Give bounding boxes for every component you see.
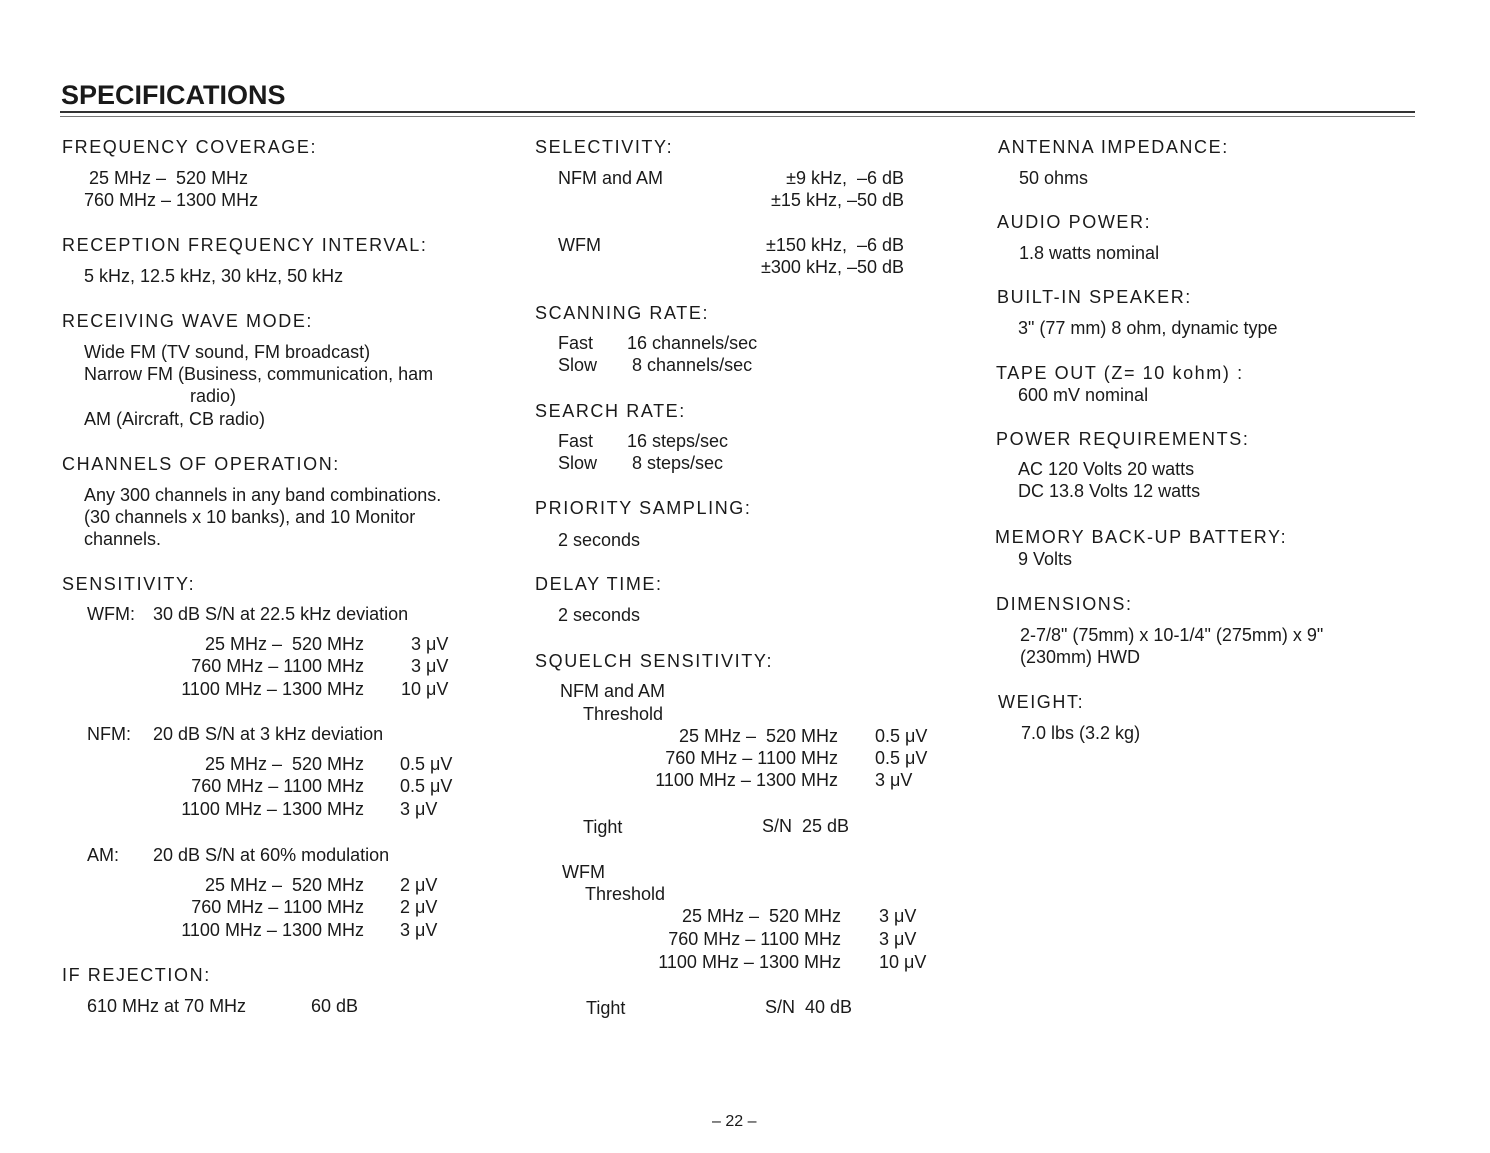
tape-out-heading: TAPE OUT (Z= 10 kohm) : [996, 363, 1244, 383]
sens-wfm-desc: 30 dB S/N at 22.5 kHz deviation [153, 604, 409, 624]
sens-am-value: 2 μV [400, 875, 438, 895]
wave-mode-line: Wide FM (TV sound, FM broadcast) [84, 342, 371, 362]
search-fast-value: 16 steps/sec [627, 431, 729, 451]
wave-mode-line: Narrow FM (Business, communication, ham [84, 364, 434, 384]
channels-line: channels. [84, 529, 162, 549]
sel-wfm-value: ±300 kHz, –50 dB [761, 257, 904, 277]
squelch-nfm-value: 3 μV [875, 770, 913, 790]
weight-heading: WEIGHT: [998, 692, 1085, 712]
dimensions-heading: DIMENSIONS: [996, 594, 1133, 614]
weight-value: 7.0 lbs (3.2 kg) [1021, 723, 1141, 743]
channels-heading: CHANNELS OF OPERATION: [62, 454, 340, 474]
channels-line: Any 300 channels in any band combinations. [84, 485, 442, 505]
antenna-heading: ANTENNA IMPEDANCE: [998, 137, 1229, 157]
squelch-nfm-threshold: Threshold [583, 704, 664, 724]
squelch-wfm-value: 3 μV [879, 929, 917, 949]
sel-wfm-label: WFM [558, 235, 601, 255]
sel-wfm-value: ±150 kHz, –6 dB [766, 235, 904, 255]
search-slow-value: 8 steps/sec [627, 453, 724, 473]
scan-slow-value: 8 channels/sec [627, 355, 753, 375]
wave-mode-line: radio) [190, 386, 237, 406]
priority-sampling-heading: PRIORITY SAMPLING: [535, 498, 752, 518]
sens-nfm-range: 1100 MHz – 1300 MHz [181, 799, 364, 819]
memory-battery-heading: MEMORY BACK-UP BATTERY: [995, 527, 1288, 547]
squelch-nfm-value: 0.5 μV [875, 748, 928, 768]
squelch-nfm-value: 0.5 μV [875, 726, 928, 746]
squelch-heading: SQUELCH SENSITIVITY: [535, 651, 774, 671]
priority-sampling-value: 2 seconds [558, 530, 641, 550]
reception-interval-value: 5 kHz, 12.5 kHz, 30 kHz, 50 kHz [84, 266, 344, 286]
sens-am-range: 25 MHz – 520 MHz [204, 875, 364, 895]
sens-am-range: 1100 MHz – 1300 MHz [181, 920, 364, 940]
frequency-coverage-heading: FREQUENCY COVERAGE: [62, 137, 318, 157]
search-fast-label: Fast [558, 431, 594, 451]
squelch-nfm-range: 25 MHz – 520 MHz [678, 726, 838, 746]
sel-nfm-label: NFM and AM [558, 168, 664, 188]
sens-wfm-value: 3 μV [411, 656, 449, 676]
sensitivity-heading: SENSITIVITY: [62, 574, 196, 594]
scan-fast-value: 16 channels/sec [627, 333, 758, 353]
squelch-nfm-tight: Tight [583, 817, 623, 837]
speaker-value: 3" (77 mm) 8 ohm, dynamic type [1018, 318, 1278, 338]
sens-nfm-value: 0.5 μV [400, 754, 453, 774]
speaker-heading: BUILT-IN SPEAKER: [997, 287, 1192, 307]
sens-nfm-desc: 20 dB S/N at 3 kHz deviation [153, 724, 384, 744]
audio-power-heading: AUDIO POWER: [997, 212, 1152, 232]
frequency-coverage-line: 25 MHz – 520 MHz [84, 168, 249, 188]
sens-am-value: 3 μV [400, 920, 438, 940]
page-title: SPECIFICATIONS [61, 80, 286, 110]
selectivity-heading: SELECTIVITY: [535, 137, 674, 157]
audio-power-value: 1.8 watts nominal [1019, 243, 1160, 263]
if-rejection-value: 60 dB [311, 996, 359, 1016]
sens-wfm-value: 10 μV [401, 679, 449, 699]
wave-mode-heading: RECEIVING WAVE MODE: [62, 311, 314, 331]
scanning-rate-heading: SCANNING RATE: [535, 303, 710, 323]
reception-interval-heading: RECEPTION FREQUENCY INTERVAL: [62, 235, 428, 255]
scan-fast-label: Fast [558, 333, 594, 353]
sens-nfm-range: 760 MHz – 1100 MHz [191, 776, 364, 796]
squelch-wfm-range: 760 MHz – 1100 MHz [668, 929, 841, 949]
squelch-wfm-label: WFM [562, 862, 605, 882]
title-rule [60, 111, 1415, 113]
power-line: DC 13.8 Volts 12 watts [1018, 481, 1201, 501]
dimensions-line: 2-7/8" (75mm) x 10-1/4" (275mm) x 9" [1020, 625, 1324, 645]
squelch-wfm-range: 1100 MHz – 1300 MHz [658, 952, 841, 972]
sens-wfm-value: 3 μV [411, 634, 449, 654]
squelch-wfm-tight: Tight [586, 998, 626, 1018]
squelch-wfm-value: 10 μV [879, 952, 927, 972]
channels-line: (30 channels x 10 banks), and 10 Monitor [84, 507, 416, 527]
squelch-nfm-label: NFM and AM [560, 681, 666, 701]
sens-wfm-range: 1100 MHz – 1300 MHz [181, 679, 364, 699]
tape-out-value: 600 mV nominal [1018, 385, 1149, 405]
squelch-nfm-tight-value: S/N 25 dB [762, 816, 850, 836]
sens-nfm-value: 3 μV [400, 799, 438, 819]
sens-am-desc: 20 dB S/N at 60% modulation [153, 845, 390, 865]
sens-am-label: AM: [87, 845, 120, 865]
sens-wfm-range: 760 MHz – 1100 MHz [191, 656, 364, 676]
squelch-nfm-range: 1100 MHz – 1300 MHz [655, 770, 838, 790]
delay-time-heading: DELAY TIME: [535, 574, 663, 594]
sens-wfm-label: WFM: [87, 604, 135, 624]
squelch-wfm-tight-value: S/N 40 dB [765, 997, 853, 1017]
power-heading: POWER REQUIREMENTS: [996, 429, 1250, 449]
search-rate-heading: SEARCH RATE: [535, 401, 686, 421]
sel-nfm-value: ±9 kHz, –6 dB [786, 168, 904, 188]
sens-nfm-label: NFM: [87, 724, 131, 744]
title-rule-thin [60, 116, 1415, 117]
squelch-wfm-value: 3 μV [879, 906, 917, 926]
squelch-wfm-range: 25 MHz – 520 MHz [681, 906, 841, 926]
sens-am-value: 2 μV [400, 897, 438, 917]
squelch-wfm-threshold: Threshold [585, 884, 666, 904]
scan-slow-label: Slow [558, 355, 598, 375]
wave-mode-line: AM (Aircraft, CB radio) [84, 409, 266, 429]
sens-am-range: 760 MHz – 1100 MHz [191, 897, 364, 917]
search-slow-label: Slow [558, 453, 598, 473]
frequency-coverage-line: 760 MHz – 1300 MHz [84, 190, 259, 210]
memory-battery-value: 9 Volts [1018, 549, 1073, 569]
squelch-nfm-range: 760 MHz – 1100 MHz [665, 748, 838, 768]
sens-nfm-range: 25 MHz – 520 MHz [204, 754, 364, 774]
dimensions-line: (230mm) HWD [1020, 647, 1140, 667]
if-rejection-line: 610 MHz at 70 MHz [87, 996, 247, 1016]
sens-nfm-value: 0.5 μV [400, 776, 453, 796]
if-rejection-heading: IF REJECTION: [62, 965, 211, 985]
delay-time-value: 2 seconds [558, 605, 641, 625]
antenna-value: 50 ohms [1019, 168, 1089, 188]
page-number: – 22 – [712, 1113, 757, 1130]
power-line: AC 120 Volts 20 watts [1018, 459, 1195, 479]
sens-wfm-range: 25 MHz – 520 MHz [204, 634, 364, 654]
sel-nfm-value: ±15 kHz, –50 dB [771, 190, 904, 210]
